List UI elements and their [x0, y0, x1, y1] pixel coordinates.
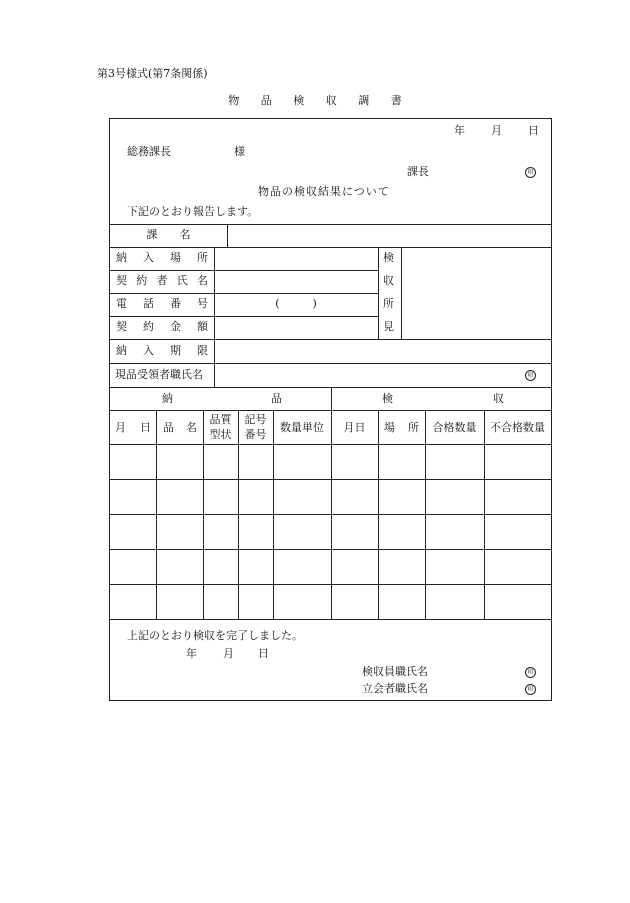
- title-char: 調: [358, 94, 370, 107]
- divider: [273, 410, 274, 619]
- group-inspection-char: 収: [493, 392, 504, 405]
- opinion-char: 見: [383, 320, 394, 333]
- column-pass-qty: 合格数量: [432, 421, 477, 434]
- divider: [378, 410, 379, 619]
- opinion-char: 収: [383, 274, 394, 287]
- contractor-name-label: 契 約 者 氏 名: [116, 274, 208, 287]
- header-date-day: 日: [528, 124, 539, 137]
- divider: [110, 619, 551, 620]
- divider: [110, 293, 378, 294]
- group-delivery-char: 納: [162, 392, 173, 405]
- column-place: 場 所: [384, 421, 419, 434]
- divider: [110, 363, 551, 364]
- opinion-char: 所: [383, 297, 394, 310]
- header-date-year: 年: [454, 124, 465, 137]
- delivery-place-label: 納 入 場 所: [116, 251, 208, 264]
- divider: [425, 410, 426, 619]
- title-char: 収: [325, 94, 337, 107]
- column-quality-line1: 品質: [209, 413, 232, 426]
- form-number: 第3号様式(第7条関係): [97, 67, 208, 80]
- divider: [484, 410, 485, 619]
- divider: [110, 316, 378, 317]
- subject: 物品の検収結果について: [258, 185, 390, 198]
- header-date-month: 月: [491, 124, 502, 137]
- group-inspection-char: 検: [382, 392, 393, 405]
- column-symbol-line2: 番号: [244, 428, 267, 441]
- contract-amount-label: 契 約 金 額: [116, 320, 208, 333]
- phone-number-label: 電 話 番 号: [116, 297, 208, 310]
- title-char: 物: [228, 94, 240, 107]
- divider: [227, 224, 228, 247]
- divider: [156, 410, 157, 619]
- divider: [401, 247, 402, 339]
- footer-date-year: 年: [186, 647, 197, 660]
- footer-date-day: 日: [258, 647, 269, 660]
- seal-icon: 印: [525, 667, 536, 678]
- document-title: [0, 92, 630, 108]
- column-item-name: 品 名: [163, 421, 197, 434]
- divider: [110, 339, 551, 340]
- title-char: 品: [260, 94, 272, 107]
- seal-icon: 印: [525, 684, 536, 695]
- title-char: 書: [390, 94, 402, 107]
- divider: [110, 247, 551, 248]
- column-month-day: 月 日: [115, 421, 151, 434]
- delivery-deadline-label: 納 入 期 限: [116, 344, 208, 357]
- opinion-char: 検: [383, 251, 394, 264]
- section-label: 課 名: [146, 228, 191, 241]
- divider: [110, 270, 378, 271]
- divider: [110, 224, 551, 225]
- column-quality-line2: 型状: [209, 428, 232, 441]
- phone-paren: ( ): [275, 297, 317, 310]
- honorific: 様: [234, 145, 245, 158]
- form-frame: [109, 118, 552, 701]
- column-qty-unit: 数量単位: [280, 421, 324, 434]
- sender: 課長: [407, 165, 429, 178]
- group-delivery-char: 品: [271, 392, 282, 405]
- divider: [214, 247, 215, 387]
- receiver-label: 現品受領者職氏名: [115, 368, 203, 381]
- title-char: 検: [293, 94, 305, 107]
- witness-label: 立会者職氏名: [362, 682, 428, 695]
- seal-icon: 印: [525, 167, 536, 178]
- footer-date-month: 月: [223, 647, 234, 660]
- inspector-label: 検収員職氏名: [362, 665, 428, 678]
- column-insp-month-day: 月日: [343, 421, 366, 434]
- addressee: 総務課長: [127, 145, 171, 158]
- intro-text: 下記のとおり報告します。: [127, 205, 259, 218]
- seal-icon: 印: [525, 370, 536, 381]
- column-fail-qty: 不合格数量: [490, 421, 545, 434]
- completion-text: 上記のとおり検収を完了しました。: [127, 629, 303, 642]
- column-symbol-line1: 記号: [244, 413, 267, 426]
- divider: [378, 247, 379, 339]
